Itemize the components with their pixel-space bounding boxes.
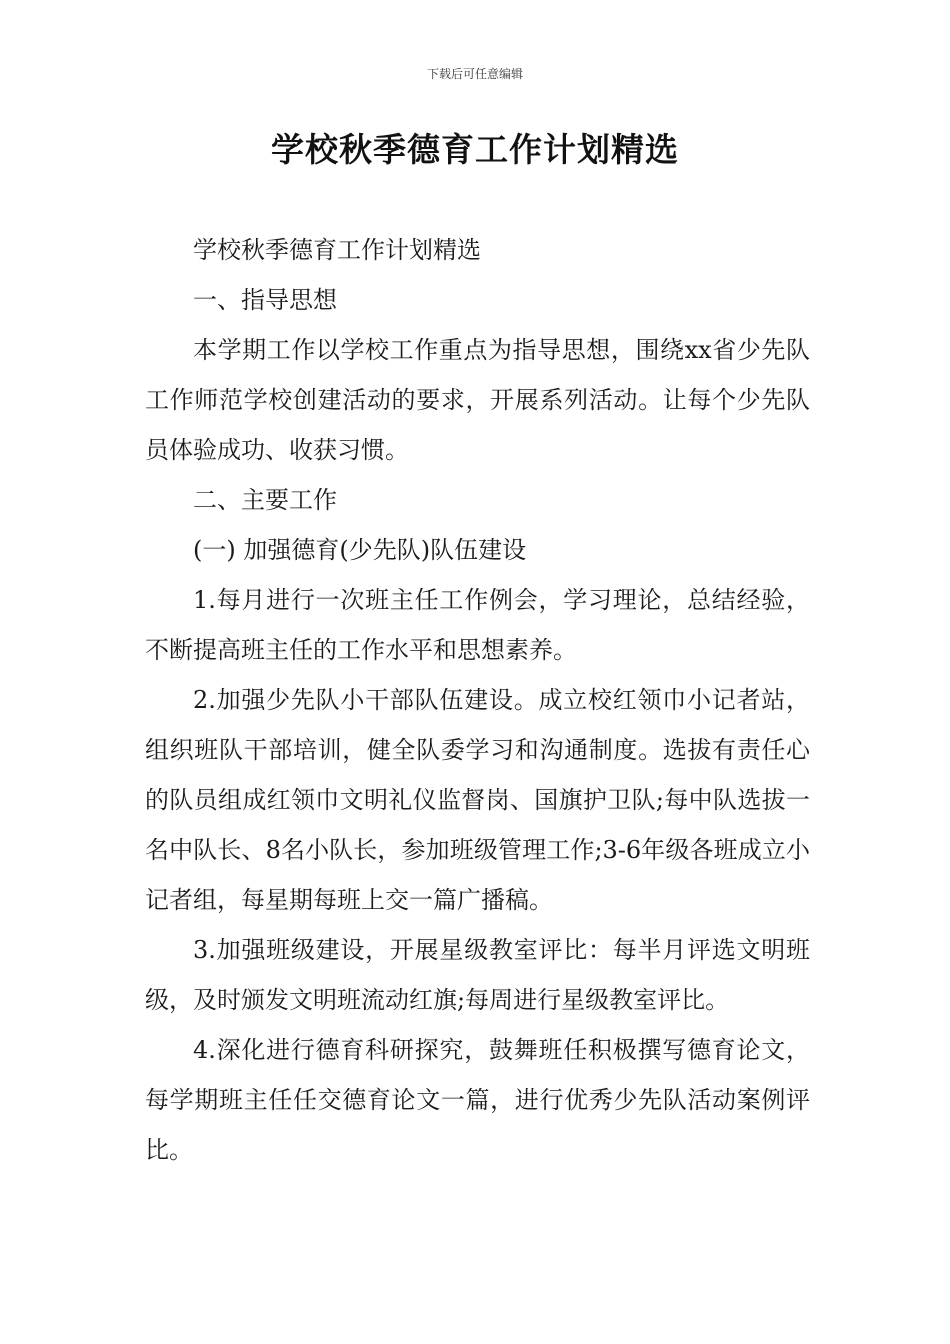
subsection-heading-team-building: (一) 加强德育(少先队)队伍建设 <box>193 536 527 564</box>
list-item-3: 3.加强班级建设，开展星级教室评比：每半月评选文明班级，及时颁发文明班流动红旗;每周进行星级教室评比。 <box>145 936 810 1014</box>
paragraph-subtitle: 学校秋季德育工作计划精选 <box>193 236 481 264</box>
document-body <box>145 225 810 1175</box>
list-item-1: 1.每月进行一次班主任工作例会，学习理论，总结经验，不断提高班主任的工作水平和思想素养。 <box>145 586 810 664</box>
list-item-2: 2.加强少先队小干部队伍建设。成立校红领巾小记者站，组织班队干部培训，健全队委学习和沟通制度。选拔有责任心的队员组成红领巾文明礼仪监督岗、国旗护卫队;每中队选拔一名中队长、8名小队长，参加班级管理工作;3-6年级各班成立小记者组，每星期每班上交一篇广播稿。 <box>145 686 810 914</box>
header-note: 下载后可任意编辑 <box>426 67 523 81</box>
paragraph-guiding-thought: 本学期工作以学校工作重点为指导思想，围绕xx省少先队工作师范学校创建活动的要求，开展系列活动。让每个少先队员体验成功、收获习惯。 <box>145 336 810 464</box>
document-title: 学校秋季德育工作计划精选 <box>271 130 679 169</box>
section-heading-main-work: 二、主要工作 <box>193 486 337 514</box>
list-item-4: 4.深化进行德育科研探究，鼓舞班任积极撰写德育论文，每学期班主任任交德育论文一篇，进行优秀少先队活动案例评比。 <box>145 1036 810 1164</box>
section-heading-guiding-thought: 一、指导思想 <box>193 286 337 314</box>
